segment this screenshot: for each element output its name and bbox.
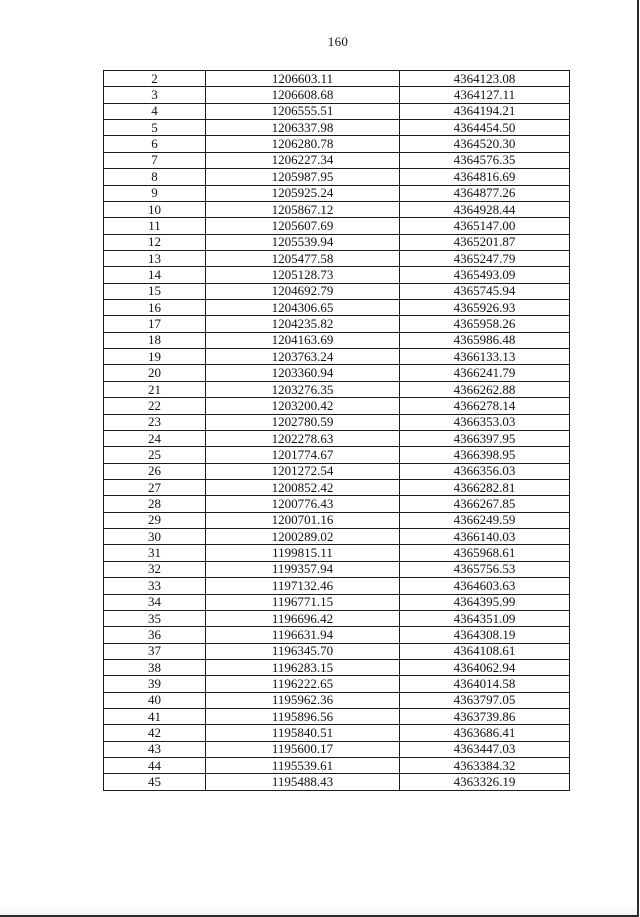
y-coordinate-cell: 4364877.26 bbox=[400, 185, 570, 201]
x-coordinate-cell: 1206603.11 bbox=[206, 71, 400, 87]
point-number-cell: 22 bbox=[104, 398, 206, 414]
y-coordinate-cell: 4366398.95 bbox=[400, 447, 570, 463]
table-row bbox=[104, 381, 570, 397]
table-row bbox=[104, 71, 570, 87]
y-coordinate-cell: 4366262.88 bbox=[400, 381, 570, 397]
point-number-cell: 15 bbox=[104, 283, 206, 299]
x-coordinate-cell: 1199357.94 bbox=[206, 561, 400, 577]
y-coordinate-cell: 4366249.59 bbox=[400, 512, 570, 528]
x-coordinate-cell: 1205925.24 bbox=[206, 185, 400, 201]
table-row bbox=[104, 447, 570, 463]
y-coordinate-cell: 4364308.19 bbox=[400, 627, 570, 643]
y-coordinate-cell: 4366356.03 bbox=[400, 463, 570, 479]
table-row bbox=[104, 414, 570, 430]
x-coordinate-cell: 1203200.42 bbox=[206, 398, 400, 414]
table-row bbox=[104, 300, 570, 316]
point-number-cell: 36 bbox=[104, 627, 206, 643]
x-coordinate-cell: 1195962.36 bbox=[206, 692, 400, 708]
x-coordinate-cell: 1205477.58 bbox=[206, 250, 400, 266]
point-number-cell: 5 bbox=[104, 120, 206, 136]
y-coordinate-cell: 4363686.41 bbox=[400, 725, 570, 741]
coordinates-table-body bbox=[104, 71, 570, 791]
x-coordinate-cell: 1206280.78 bbox=[206, 136, 400, 152]
x-coordinate-cell: 1205607.69 bbox=[206, 218, 400, 234]
table-row bbox=[104, 709, 570, 725]
x-coordinate-cell: 1201272.54 bbox=[206, 463, 400, 479]
table-row bbox=[104, 316, 570, 332]
table-row bbox=[104, 659, 570, 675]
point-number-cell: 3 bbox=[104, 87, 206, 103]
point-number-cell: 8 bbox=[104, 169, 206, 185]
y-coordinate-cell: 4363384.32 bbox=[400, 758, 570, 774]
y-coordinate-cell: 4364395.99 bbox=[400, 594, 570, 610]
table-row bbox=[104, 741, 570, 757]
y-coordinate-cell: 4365756.53 bbox=[400, 561, 570, 577]
table-row bbox=[104, 627, 570, 643]
table-row bbox=[104, 103, 570, 119]
y-coordinate-cell: 4365247.79 bbox=[400, 250, 570, 266]
x-coordinate-cell: 1197132.46 bbox=[206, 578, 400, 594]
point-number-cell: 29 bbox=[104, 512, 206, 528]
x-coordinate-cell: 1206337.98 bbox=[206, 120, 400, 136]
y-coordinate-cell: 4364351.09 bbox=[400, 610, 570, 626]
point-number-cell: 37 bbox=[104, 643, 206, 659]
x-coordinate-cell: 1196283.15 bbox=[206, 659, 400, 675]
point-number-cell: 4 bbox=[104, 103, 206, 119]
x-coordinate-cell: 1205539.94 bbox=[206, 234, 400, 250]
table-row bbox=[104, 643, 570, 659]
x-coordinate-cell: 1199815.11 bbox=[206, 545, 400, 561]
point-number-cell: 33 bbox=[104, 578, 206, 594]
y-coordinate-cell: 4366278.14 bbox=[400, 398, 570, 414]
x-coordinate-cell: 1203360.94 bbox=[206, 365, 400, 381]
point-number-cell: 25 bbox=[104, 447, 206, 463]
y-coordinate-cell: 4364123.08 bbox=[400, 71, 570, 87]
coordinates-table bbox=[103, 70, 570, 791]
x-coordinate-cell: 1204235.82 bbox=[206, 316, 400, 332]
point-number-cell: 13 bbox=[104, 250, 206, 266]
y-coordinate-cell: 4365958.26 bbox=[400, 316, 570, 332]
point-number-cell: 30 bbox=[104, 529, 206, 545]
x-coordinate-cell: 1195539.61 bbox=[206, 758, 400, 774]
point-number-cell: 34 bbox=[104, 594, 206, 610]
y-coordinate-cell: 4364127.11 bbox=[400, 87, 570, 103]
y-coordinate-cell: 4365926.93 bbox=[400, 300, 570, 316]
point-number-cell: 12 bbox=[104, 234, 206, 250]
table-row bbox=[104, 529, 570, 545]
y-coordinate-cell: 4365201.87 bbox=[400, 234, 570, 250]
y-coordinate-cell: 4364928.44 bbox=[400, 201, 570, 217]
table-row bbox=[104, 479, 570, 495]
point-number-cell: 31 bbox=[104, 545, 206, 561]
point-number-cell: 42 bbox=[104, 725, 206, 741]
table-row bbox=[104, 218, 570, 234]
point-number-cell: 17 bbox=[104, 316, 206, 332]
point-number-cell: 24 bbox=[104, 430, 206, 446]
point-number-cell: 21 bbox=[104, 381, 206, 397]
y-coordinate-cell: 4365493.09 bbox=[400, 267, 570, 283]
table-row bbox=[104, 250, 570, 266]
table-row bbox=[104, 398, 570, 414]
y-coordinate-cell: 4363739.86 bbox=[400, 709, 570, 725]
x-coordinate-cell: 1204163.69 bbox=[206, 332, 400, 348]
y-coordinate-cell: 4364194.21 bbox=[400, 103, 570, 119]
x-coordinate-cell: 1196222.65 bbox=[206, 676, 400, 692]
point-number-cell: 27 bbox=[104, 479, 206, 495]
y-coordinate-cell: 4364576.35 bbox=[400, 152, 570, 168]
table-row bbox=[104, 201, 570, 217]
x-coordinate-cell: 1195840.51 bbox=[206, 725, 400, 741]
x-coordinate-cell: 1205867.12 bbox=[206, 201, 400, 217]
table-row bbox=[104, 349, 570, 365]
table-row bbox=[104, 758, 570, 774]
y-coordinate-cell: 4365968.61 bbox=[400, 545, 570, 561]
point-number-cell: 26 bbox=[104, 463, 206, 479]
table-row bbox=[104, 692, 570, 708]
point-number-cell: 14 bbox=[104, 267, 206, 283]
x-coordinate-cell: 1200701.16 bbox=[206, 512, 400, 528]
y-coordinate-cell: 4365745.94 bbox=[400, 283, 570, 299]
point-number-cell: 40 bbox=[104, 692, 206, 708]
table-row bbox=[104, 578, 570, 594]
table-row bbox=[104, 725, 570, 741]
table-row bbox=[104, 87, 570, 103]
point-number-cell: 39 bbox=[104, 676, 206, 692]
scan-shadow bbox=[0, 905, 637, 915]
y-coordinate-cell: 4366267.85 bbox=[400, 496, 570, 512]
page-number: 160 bbox=[327, 34, 349, 49]
y-coordinate-cell: 4366241.79 bbox=[400, 365, 570, 381]
table-row bbox=[104, 332, 570, 348]
y-coordinate-cell: 4364816.69 bbox=[400, 169, 570, 185]
y-coordinate-cell: 4365147.00 bbox=[400, 218, 570, 234]
table-row bbox=[104, 185, 570, 201]
x-coordinate-cell: 1206608.68 bbox=[206, 87, 400, 103]
point-number-cell: 23 bbox=[104, 414, 206, 430]
y-coordinate-cell: 4364062.94 bbox=[400, 659, 570, 675]
x-coordinate-cell: 1200852.42 bbox=[206, 479, 400, 495]
y-coordinate-cell: 4366133.13 bbox=[400, 349, 570, 365]
x-coordinate-cell: 1203276.35 bbox=[206, 381, 400, 397]
y-coordinate-cell: 4364108.61 bbox=[400, 643, 570, 659]
y-coordinate-cell: 4364454.50 bbox=[400, 120, 570, 136]
point-number-cell: 2 bbox=[104, 71, 206, 87]
y-coordinate-cell: 4365986.48 bbox=[400, 332, 570, 348]
y-coordinate-cell: 4366353.03 bbox=[400, 414, 570, 430]
table-row bbox=[104, 152, 570, 168]
point-number-cell: 10 bbox=[104, 201, 206, 217]
x-coordinate-cell: 1205128.73 bbox=[206, 267, 400, 283]
x-coordinate-cell: 1204692.79 bbox=[206, 283, 400, 299]
x-coordinate-cell: 1202780.59 bbox=[206, 414, 400, 430]
table-row bbox=[104, 594, 570, 610]
x-coordinate-cell: 1196631.94 bbox=[206, 627, 400, 643]
point-number-cell: 16 bbox=[104, 300, 206, 316]
table-row bbox=[104, 136, 570, 152]
table-row bbox=[104, 610, 570, 626]
point-number-cell: 44 bbox=[104, 758, 206, 774]
point-number-cell: 18 bbox=[104, 332, 206, 348]
y-coordinate-cell: 4366140.03 bbox=[400, 529, 570, 545]
y-coordinate-cell: 4366282.81 bbox=[400, 479, 570, 495]
y-coordinate-cell: 4364014.58 bbox=[400, 676, 570, 692]
x-coordinate-cell: 1196771.15 bbox=[206, 594, 400, 610]
table-row bbox=[104, 463, 570, 479]
table-row bbox=[104, 267, 570, 283]
x-coordinate-cell: 1202278.63 bbox=[206, 430, 400, 446]
point-number-cell: 20 bbox=[104, 365, 206, 381]
x-coordinate-cell: 1201774.67 bbox=[206, 447, 400, 463]
y-coordinate-cell: 4364520.30 bbox=[400, 136, 570, 152]
point-number-cell: 7 bbox=[104, 152, 206, 168]
x-coordinate-cell: 1195488.43 bbox=[206, 774, 400, 790]
y-coordinate-cell: 4363447.03 bbox=[400, 741, 570, 757]
point-number-cell: 45 bbox=[104, 774, 206, 790]
table-row bbox=[104, 561, 570, 577]
x-coordinate-cell: 1204306.65 bbox=[206, 300, 400, 316]
x-coordinate-cell: 1203763.24 bbox=[206, 349, 400, 365]
table-row bbox=[104, 496, 570, 512]
y-coordinate-cell: 4363326.19 bbox=[400, 774, 570, 790]
point-number-cell: 9 bbox=[104, 185, 206, 201]
table-row bbox=[104, 283, 570, 299]
y-coordinate-cell: 4366397.95 bbox=[400, 430, 570, 446]
y-coordinate-cell: 4364603.63 bbox=[400, 578, 570, 594]
point-number-cell: 32 bbox=[104, 561, 206, 577]
x-coordinate-cell: 1196345.70 bbox=[206, 643, 400, 659]
x-coordinate-cell: 1196696.42 bbox=[206, 610, 400, 626]
x-coordinate-cell: 1200776.43 bbox=[206, 496, 400, 512]
point-number-cell: 35 bbox=[104, 610, 206, 626]
table-row bbox=[104, 774, 570, 790]
x-coordinate-cell: 1195896.56 bbox=[206, 709, 400, 725]
point-number-cell: 28 bbox=[104, 496, 206, 512]
table-row bbox=[104, 676, 570, 692]
y-coordinate-cell: 4363797.05 bbox=[400, 692, 570, 708]
table-row bbox=[104, 365, 570, 381]
table-row bbox=[104, 234, 570, 250]
table-row bbox=[104, 430, 570, 446]
x-coordinate-cell: 1195600.17 bbox=[206, 741, 400, 757]
table-row bbox=[104, 545, 570, 561]
point-number-cell: 6 bbox=[104, 136, 206, 152]
point-number-cell: 11 bbox=[104, 218, 206, 234]
x-coordinate-cell: 1200289.02 bbox=[206, 529, 400, 545]
point-number-cell: 41 bbox=[104, 709, 206, 725]
point-number-cell: 43 bbox=[104, 741, 206, 757]
table-row bbox=[104, 120, 570, 136]
point-number-cell: 19 bbox=[104, 349, 206, 365]
table-row bbox=[104, 169, 570, 185]
x-coordinate-cell: 1206227.34 bbox=[206, 152, 400, 168]
table-row bbox=[104, 512, 570, 528]
x-coordinate-cell: 1205987.95 bbox=[206, 169, 400, 185]
x-coordinate-cell: 1206555.51 bbox=[206, 103, 400, 119]
point-number-cell: 38 bbox=[104, 659, 206, 675]
